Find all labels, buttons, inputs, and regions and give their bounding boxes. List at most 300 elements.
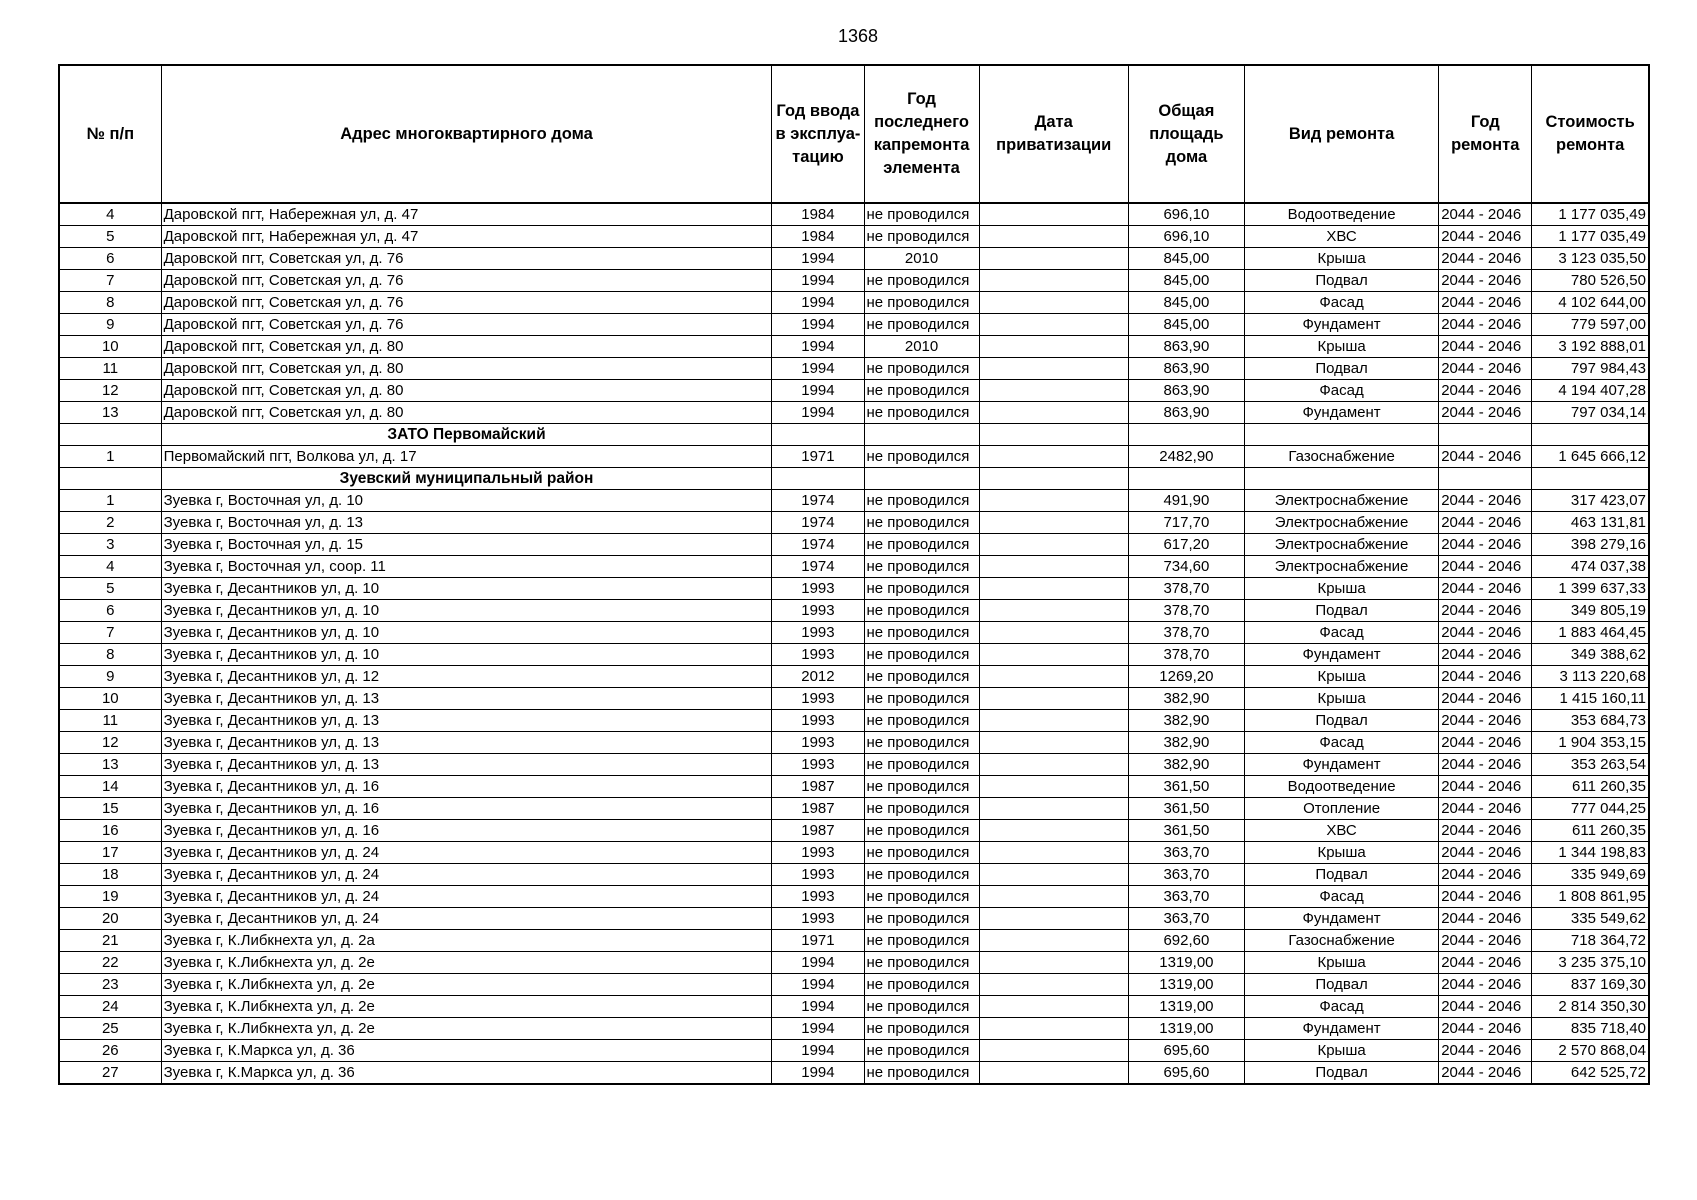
section-cell xyxy=(1244,468,1438,490)
cell-cost: 1 883 464,45 xyxy=(1532,622,1649,644)
cell-num: 15 xyxy=(59,798,161,820)
table-row xyxy=(59,776,1649,798)
cell-cost: 463 131,81 xyxy=(1532,512,1649,534)
header-cost: Стоимость ремонта xyxy=(1532,65,1649,203)
cell-year-built: 1974 xyxy=(772,534,864,556)
cell-address: Зуевка г, Десантников ул, д. 13 xyxy=(161,732,772,754)
cell-num: 23 xyxy=(59,974,161,996)
cell-address: Зуевка г, К.Либкнехта ул, д. 2е xyxy=(161,1018,772,1040)
cell-year-built: 1974 xyxy=(772,490,864,512)
cell-num: 6 xyxy=(59,600,161,622)
cell-address: Зуевка г, Десантников ул, д. 10 xyxy=(161,578,772,600)
cell-repair-type: Фасад xyxy=(1244,380,1438,402)
header-area: Общая площадь дома xyxy=(1128,65,1244,203)
cell-repair-type: Фундамент xyxy=(1244,644,1438,666)
cell-repair-years: 2044 - 2046 xyxy=(1439,512,1532,534)
cell-cost: 835 718,40 xyxy=(1532,1018,1649,1040)
page-number: 1368 xyxy=(837,26,879,46)
cell-area: 382,90 xyxy=(1128,710,1244,732)
cell-repair-years: 2044 - 2046 xyxy=(1439,754,1532,776)
cell-repair-type: ХВС xyxy=(1244,226,1438,248)
cell-cost: 642 525,72 xyxy=(1532,1062,1649,1085)
cell-repair-type: Водоотведение xyxy=(1244,776,1438,798)
cell-area: 378,70 xyxy=(1128,578,1244,600)
cell-repair-type: Подвал xyxy=(1244,358,1438,380)
cell-privatization xyxy=(979,908,1128,930)
cell-cost: 1 399 637,33 xyxy=(1532,578,1649,600)
cell-cost: 3 113 220,68 xyxy=(1532,666,1649,688)
cell-address: Зуевка г, Десантников ул, д. 13 xyxy=(161,688,772,710)
table-row xyxy=(59,952,1649,974)
cell-cost: 1 344 198,83 xyxy=(1532,842,1649,864)
cell-year-built: 1993 xyxy=(772,754,864,776)
cell-repair-type: Фундамент xyxy=(1244,314,1438,336)
section-cell xyxy=(59,424,161,446)
cell-cost: 797 984,43 xyxy=(1532,358,1649,380)
cell-repair-years: 2044 - 2046 xyxy=(1439,820,1532,842)
cell-cost: 317 423,07 xyxy=(1532,490,1649,512)
cell-last-repair: не проводился xyxy=(864,1018,979,1040)
cell-cost: 398 279,16 xyxy=(1532,534,1649,556)
cell-address: Зуевка г, Восточная ул, д. 15 xyxy=(161,534,772,556)
cell-num: 5 xyxy=(59,226,161,248)
cell-year-built: 1974 xyxy=(772,556,864,578)
cell-num: 8 xyxy=(59,292,161,314)
cell-year-built: 1993 xyxy=(772,578,864,600)
cell-address: Даровской пгт, Советская ул, д. 80 xyxy=(161,336,772,358)
cell-privatization xyxy=(979,292,1128,314)
cell-address: Зуевка г, Десантников ул, д. 13 xyxy=(161,754,772,776)
cell-address: Зуевка г, Десантников ул, д. 10 xyxy=(161,644,772,666)
cell-privatization xyxy=(979,578,1128,600)
table-row xyxy=(59,512,1649,534)
cell-cost: 797 034,14 xyxy=(1532,402,1649,424)
cell-privatization xyxy=(979,952,1128,974)
cell-address: Зуевка г, Десантников ул, д. 13 xyxy=(161,710,772,732)
cell-cost: 777 044,25 xyxy=(1532,798,1649,820)
cell-area: 1319,00 xyxy=(1128,974,1244,996)
section-header-row xyxy=(59,424,1649,446)
section-cell xyxy=(772,424,864,446)
cell-address: Зуевка г, К.Маркса ул, д. 36 xyxy=(161,1040,772,1062)
cell-repair-years: 2044 - 2046 xyxy=(1439,534,1532,556)
cell-repair-years: 2044 - 2046 xyxy=(1439,710,1532,732)
cell-year-built: 1993 xyxy=(772,732,864,754)
header-repair-type: Вид ремонта xyxy=(1244,65,1438,203)
cell-privatization xyxy=(979,203,1128,226)
cell-area: 734,60 xyxy=(1128,556,1244,578)
cell-num: 1 xyxy=(59,490,161,512)
cell-last-repair: не проводился xyxy=(864,402,979,424)
cell-repair-years: 2044 - 2046 xyxy=(1439,490,1532,512)
cell-repair-years: 2044 - 2046 xyxy=(1439,644,1532,666)
cell-repair-years: 2044 - 2046 xyxy=(1439,776,1532,798)
cell-num: 27 xyxy=(59,1062,161,1085)
cell-repair-years: 2044 - 2046 xyxy=(1439,1062,1532,1085)
cell-repair-years: 2044 - 2046 xyxy=(1439,336,1532,358)
cell-num: 6 xyxy=(59,248,161,270)
cell-year-built: 1974 xyxy=(772,512,864,534)
section-cell xyxy=(1128,468,1244,490)
table-row xyxy=(59,203,1649,226)
cell-last-repair: не проводился xyxy=(864,1040,979,1062)
cell-last-repair: не проводился xyxy=(864,908,979,930)
cell-address: Даровской пгт, Советская ул, д. 76 xyxy=(161,292,772,314)
cell-address: Зуевка г, Десантников ул, д. 10 xyxy=(161,600,772,622)
cell-cost: 2 570 868,04 xyxy=(1532,1040,1649,1062)
cell-last-repair: не проводился xyxy=(864,886,979,908)
cell-address: Зуевка г, Десантников ул, д. 24 xyxy=(161,864,772,886)
header-address: Адрес многоквартирного дома xyxy=(161,65,772,203)
cell-year-built: 1984 xyxy=(772,203,864,226)
cell-repair-type: Водоотведение xyxy=(1244,203,1438,226)
table-row xyxy=(59,292,1649,314)
cell-repair-years: 2044 - 2046 xyxy=(1439,732,1532,754)
cell-area: 1269,20 xyxy=(1128,666,1244,688)
cell-last-repair: не проводился xyxy=(864,380,979,402)
cell-repair-type: Фундамент xyxy=(1244,908,1438,930)
cell-repair-type: Фасад xyxy=(1244,886,1438,908)
cell-address: Зуевка г, К.Маркса ул, д. 36 xyxy=(161,1062,772,1085)
cell-area: 717,70 xyxy=(1128,512,1244,534)
table-row xyxy=(59,1062,1649,1085)
cell-privatization xyxy=(979,864,1128,886)
cell-last-repair: не проводился xyxy=(864,1062,979,1085)
cell-repair-type: Газоснабжение xyxy=(1244,930,1438,952)
cell-privatization xyxy=(979,446,1128,468)
cell-area: 2482,90 xyxy=(1128,446,1244,468)
cell-area: 491,90 xyxy=(1128,490,1244,512)
cell-repair-years: 2044 - 2046 xyxy=(1439,996,1532,1018)
cell-num: 17 xyxy=(59,842,161,864)
cell-num: 1 xyxy=(59,446,161,468)
table-row xyxy=(59,974,1649,996)
cell-cost: 353 684,73 xyxy=(1532,710,1649,732)
cell-num: 2 xyxy=(59,512,161,534)
cell-cost: 474 037,38 xyxy=(1532,556,1649,578)
cell-address: Зуевка г, К.Либкнехта ул, д. 2а xyxy=(161,930,772,952)
cell-repair-years: 2044 - 2046 xyxy=(1439,864,1532,886)
cell-cost: 349 388,62 xyxy=(1532,644,1649,666)
cell-num: 16 xyxy=(59,820,161,842)
cell-last-repair: не проводился xyxy=(864,754,979,776)
cell-privatization xyxy=(979,974,1128,996)
cell-repair-years: 2044 - 2046 xyxy=(1439,622,1532,644)
table-row xyxy=(59,534,1649,556)
cell-cost: 335 549,62 xyxy=(1532,908,1649,930)
cell-cost: 353 263,54 xyxy=(1532,754,1649,776)
cell-privatization xyxy=(979,490,1128,512)
cell-repair-type: Подвал xyxy=(1244,270,1438,292)
table-row xyxy=(59,402,1649,424)
cell-address: Зуевка г, Десантников ул, д. 24 xyxy=(161,842,772,864)
cell-repair-type: Крыша xyxy=(1244,842,1438,864)
section-cell xyxy=(1439,468,1532,490)
cell-cost: 1 177 035,49 xyxy=(1532,203,1649,226)
cell-repair-years: 2044 - 2046 xyxy=(1439,1040,1532,1062)
cell-privatization xyxy=(979,534,1128,556)
cell-area: 363,70 xyxy=(1128,908,1244,930)
cell-year-built: 1994 xyxy=(772,1062,864,1085)
table-row xyxy=(59,710,1649,732)
cell-num: 11 xyxy=(59,710,161,732)
cell-year-built: 1994 xyxy=(772,1018,864,1040)
cell-repair-type: Подвал xyxy=(1244,864,1438,886)
cell-area: 863,90 xyxy=(1128,402,1244,424)
cell-privatization xyxy=(979,710,1128,732)
cell-address: Даровской пгт, Набережная ул, д. 47 xyxy=(161,203,772,226)
section-cell xyxy=(772,468,864,490)
table-row xyxy=(59,886,1649,908)
cell-repair-years: 2044 - 2046 xyxy=(1439,798,1532,820)
cell-year-built: 2012 xyxy=(772,666,864,688)
cell-num: 25 xyxy=(59,1018,161,1040)
cell-last-repair: не проводился xyxy=(864,864,979,886)
cell-cost: 3 235 375,10 xyxy=(1532,952,1649,974)
cell-num: 24 xyxy=(59,996,161,1018)
cell-address: Зуевка г, Десантников ул, д. 24 xyxy=(161,908,772,930)
cell-repair-type: Электроснабжение xyxy=(1244,512,1438,534)
cell-last-repair: не проводился xyxy=(864,446,979,468)
cell-year-built: 1987 xyxy=(772,798,864,820)
section-cell xyxy=(979,468,1128,490)
cell-area: 382,90 xyxy=(1128,688,1244,710)
cell-privatization xyxy=(979,776,1128,798)
cell-privatization xyxy=(979,556,1128,578)
cell-last-repair: не проводился xyxy=(864,226,979,248)
table-row xyxy=(59,556,1649,578)
cell-last-repair: не проводился xyxy=(864,952,979,974)
header-year-last-repair: Год последнего капремонта элемента xyxy=(864,65,979,203)
cell-privatization xyxy=(979,270,1128,292)
table-row xyxy=(59,358,1649,380)
cell-address: Зуевка г, Десантников ул, д. 12 xyxy=(161,666,772,688)
table-row xyxy=(59,446,1649,468)
section-cell xyxy=(1128,424,1244,446)
table-header xyxy=(59,65,1649,203)
cell-area: 382,90 xyxy=(1128,732,1244,754)
cell-repair-years: 2044 - 2046 xyxy=(1439,314,1532,336)
cell-repair-type: Фасад xyxy=(1244,622,1438,644)
table-row xyxy=(59,600,1649,622)
cell-last-repair: не проводился xyxy=(864,996,979,1018)
cell-repair-type: Электроснабжение xyxy=(1244,556,1438,578)
cell-area: 1319,00 xyxy=(1128,996,1244,1018)
cell-area: 845,00 xyxy=(1128,292,1244,314)
cell-year-built: 1993 xyxy=(772,886,864,908)
header-num: № п/п xyxy=(59,65,161,203)
cell-repair-years: 2044 - 2046 xyxy=(1439,380,1532,402)
cell-year-built: 1971 xyxy=(772,446,864,468)
cell-cost: 4 194 407,28 xyxy=(1532,380,1649,402)
cell-privatization xyxy=(979,886,1128,908)
table-row xyxy=(59,380,1649,402)
cell-cost: 2 814 350,30 xyxy=(1532,996,1649,1018)
cell-area: 695,60 xyxy=(1128,1062,1244,1085)
cell-year-built: 1993 xyxy=(772,710,864,732)
table-row xyxy=(59,1040,1649,1062)
cell-repair-years: 2044 - 2046 xyxy=(1439,930,1532,952)
cell-address: Даровской пгт, Советская ул, д. 80 xyxy=(161,402,772,424)
cell-cost: 1 177 035,49 xyxy=(1532,226,1649,248)
cell-privatization xyxy=(979,798,1128,820)
cell-address: Зуевка г, Восточная ул, д. 13 xyxy=(161,512,772,534)
cell-address: Зуевка г, К.Либкнехта ул, д. 2е xyxy=(161,974,772,996)
cell-repair-type: Крыша xyxy=(1244,578,1438,600)
cell-repair-type: Крыша xyxy=(1244,666,1438,688)
cell-area: 696,10 xyxy=(1128,226,1244,248)
table-row xyxy=(59,820,1649,842)
group-pervomaysky-body xyxy=(59,446,1649,468)
cell-repair-years: 2044 - 2046 xyxy=(1439,974,1532,996)
cell-repair-years: 2044 - 2046 xyxy=(1439,886,1532,908)
cell-repair-years: 2044 - 2046 xyxy=(1439,666,1532,688)
cell-repair-type: Подвал xyxy=(1244,600,1438,622)
cell-year-built: 1993 xyxy=(772,600,864,622)
cell-num: 7 xyxy=(59,622,161,644)
table-row xyxy=(59,622,1649,644)
section-zuevsky xyxy=(59,468,1649,490)
table-row xyxy=(59,336,1649,358)
header-privatization-date: Дата приватизации xyxy=(979,65,1128,203)
cell-num: 19 xyxy=(59,886,161,908)
table-row xyxy=(59,908,1649,930)
cell-last-repair: не проводился xyxy=(864,710,979,732)
cell-area: 363,70 xyxy=(1128,886,1244,908)
cell-repair-type: Подвал xyxy=(1244,710,1438,732)
cell-privatization xyxy=(979,688,1128,710)
cell-num: 18 xyxy=(59,864,161,886)
cell-last-repair: не проводился xyxy=(864,798,979,820)
cell-area: 696,10 xyxy=(1128,203,1244,226)
cell-repair-years: 2044 - 2046 xyxy=(1439,270,1532,292)
cell-cost: 3 123 035,50 xyxy=(1532,248,1649,270)
cell-address: Зуевка г, К.Либкнехта ул, д. 2е xyxy=(161,952,772,974)
cell-last-repair: не проводился xyxy=(864,622,979,644)
cell-last-repair: не проводился xyxy=(864,930,979,952)
cell-cost: 1 645 666,12 xyxy=(1532,446,1649,468)
header-repair-years: Год ремонта xyxy=(1439,65,1532,203)
cell-last-repair: не проводился xyxy=(864,776,979,798)
cell-area: 363,70 xyxy=(1128,864,1244,886)
cell-cost: 335 949,69 xyxy=(1532,864,1649,886)
table-row xyxy=(59,930,1649,952)
section-cell xyxy=(59,468,161,490)
cell-area: 617,20 xyxy=(1128,534,1244,556)
cell-area: 378,70 xyxy=(1128,600,1244,622)
section-cell xyxy=(1439,424,1532,446)
cell-last-repair: не проводился xyxy=(864,666,979,688)
cell-privatization xyxy=(979,1040,1128,1062)
cell-year-built: 1994 xyxy=(772,292,864,314)
cell-repair-years: 2044 - 2046 xyxy=(1439,203,1532,226)
cell-address: Зуевка г, К.Либкнехта ул, д. 2е xyxy=(161,996,772,1018)
cell-address: Зуевка г, Восточная ул, соор. 11 xyxy=(161,556,772,578)
cell-privatization xyxy=(979,402,1128,424)
table-row xyxy=(59,1018,1649,1040)
section-pervomaysky xyxy=(59,424,1649,446)
cell-privatization xyxy=(979,644,1128,666)
cell-repair-years: 2044 - 2046 xyxy=(1439,1018,1532,1040)
cell-address: Даровской пгт, Советская ул, д. 76 xyxy=(161,270,772,292)
cell-privatization xyxy=(979,732,1128,754)
cell-privatization xyxy=(979,1062,1128,1085)
cell-cost: 349 805,19 xyxy=(1532,600,1649,622)
cell-repair-years: 2044 - 2046 xyxy=(1439,358,1532,380)
section-cell xyxy=(1532,424,1649,446)
cell-last-repair: не проводился xyxy=(864,490,979,512)
cell-year-built: 1987 xyxy=(772,820,864,842)
cell-repair-type: Крыша xyxy=(1244,1040,1438,1062)
cell-last-repair: не проводился xyxy=(864,270,979,292)
cell-cost: 611 260,35 xyxy=(1532,820,1649,842)
cell-year-built: 1994 xyxy=(772,952,864,974)
cell-year-built: 1984 xyxy=(772,226,864,248)
table-row xyxy=(59,688,1649,710)
cell-year-built: 1994 xyxy=(772,402,864,424)
cell-num: 9 xyxy=(59,666,161,688)
cell-year-built: 1994 xyxy=(772,314,864,336)
cell-privatization xyxy=(979,600,1128,622)
cell-num: 22 xyxy=(59,952,161,974)
cell-num: 10 xyxy=(59,336,161,358)
cell-repair-type: Фасад xyxy=(1244,292,1438,314)
table-row xyxy=(59,314,1649,336)
cell-repair-type: Фасад xyxy=(1244,996,1438,1018)
cell-address: Зуевка г, Восточная ул, д. 10 xyxy=(161,490,772,512)
table-row xyxy=(59,666,1649,688)
cell-privatization xyxy=(979,226,1128,248)
cell-repair-type: Крыша xyxy=(1244,688,1438,710)
cell-year-built: 1994 xyxy=(772,974,864,996)
repair-registry-table xyxy=(58,64,1650,1085)
cell-privatization xyxy=(979,336,1128,358)
cell-last-repair: не проводился xyxy=(864,556,979,578)
cell-address: Даровской пгт, Советская ул, д. 80 xyxy=(161,358,772,380)
cell-num: 3 xyxy=(59,534,161,556)
cell-last-repair: не проводился xyxy=(864,314,979,336)
cell-cost: 3 192 888,01 xyxy=(1532,336,1649,358)
cell-last-repair: 2010 xyxy=(864,248,979,270)
cell-last-repair: не проводился xyxy=(864,644,979,666)
cell-num: 13 xyxy=(59,754,161,776)
cell-year-built: 1994 xyxy=(772,1040,864,1062)
cell-area: 845,00 xyxy=(1128,248,1244,270)
cell-num: 13 xyxy=(59,402,161,424)
cell-repair-years: 2044 - 2046 xyxy=(1439,952,1532,974)
cell-area: 863,90 xyxy=(1128,380,1244,402)
cell-repair-type: Фундамент xyxy=(1244,754,1438,776)
cell-last-repair: не проводился xyxy=(864,974,979,996)
cell-privatization xyxy=(979,666,1128,688)
cell-repair-type: ХВС xyxy=(1244,820,1438,842)
cell-address: Даровской пгт, Советская ул, д. 76 xyxy=(161,248,772,270)
cell-year-built: 1994 xyxy=(772,270,864,292)
table-row xyxy=(59,270,1649,292)
cell-repair-years: 2044 - 2046 xyxy=(1439,578,1532,600)
cell-num: 4 xyxy=(59,556,161,578)
cell-year-built: 1993 xyxy=(772,688,864,710)
cell-area: 845,00 xyxy=(1128,270,1244,292)
cell-num: 4 xyxy=(59,203,161,226)
section-cell xyxy=(979,424,1128,446)
cell-repair-years: 2044 - 2046 xyxy=(1439,226,1532,248)
section-cell xyxy=(864,468,979,490)
cell-repair-type: Подвал xyxy=(1244,974,1438,996)
cell-area: 863,90 xyxy=(1128,336,1244,358)
cell-address: Даровской пгт, Набережная ул, д. 47 xyxy=(161,226,772,248)
cell-address: Зуевка г, Десантников ул, д. 16 xyxy=(161,776,772,798)
